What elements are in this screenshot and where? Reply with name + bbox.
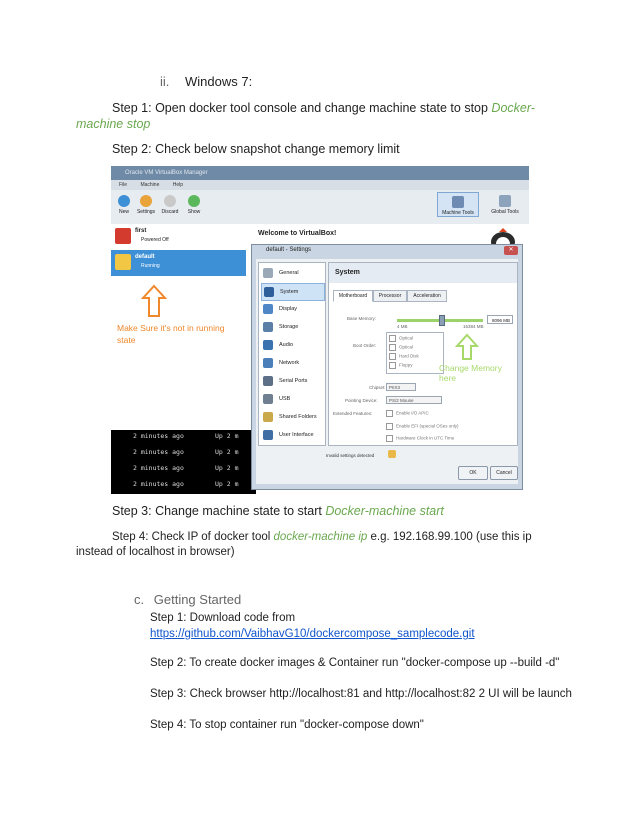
- section-ii-heading: [160, 74, 252, 89]
- boot-item-label: Optical: [399, 335, 414, 341]
- feature-utc-clock[interactable]: [386, 435, 454, 442]
- step1-line: [112, 100, 582, 117]
- system-icon: [264, 287, 274, 297]
- vb-show-button[interactable]: [183, 192, 205, 215]
- gear-icon: [140, 195, 152, 207]
- cancel-button[interactable]: Cancel: [490, 466, 518, 480]
- close-icon[interactable]: ✕: [504, 246, 518, 255]
- dialog-title: default - Settings: [266, 247, 312, 253]
- terminal-time: 2 minutes ago: [133, 432, 184, 440]
- nav-label: Storage: [279, 324, 299, 330]
- step4-cmd: docker-machine ip: [273, 531, 368, 543]
- terminal-status: Up 2 m: [215, 448, 239, 456]
- terminal-status: Up 2 m: [215, 464, 239, 472]
- chipset-label: Chipset:: [369, 385, 386, 390]
- terminal-time: 2 minutes ago: [133, 464, 184, 472]
- vm-item-first[interactable]: [111, 224, 246, 250]
- vm-os-icon: [115, 254, 131, 270]
- discard-icon: [164, 195, 176, 207]
- vm-os-icon: [115, 228, 131, 244]
- tab-motherboard[interactable]: Motherboard: [333, 290, 373, 302]
- base-memory-label: Base Memory:: [347, 316, 377, 321]
- boot-order-list: [386, 332, 444, 374]
- step1-cmd: Docker-: [491, 101, 535, 115]
- global-tools-icon: [499, 195, 511, 207]
- step1-cmd-cont: machine stop: [76, 117, 151, 131]
- nav-label: System: [280, 289, 299, 295]
- vb-menubar: [111, 180, 529, 190]
- chipset-select[interactable]: PIIX3: [386, 383, 416, 391]
- boot-item[interactable]: [389, 362, 413, 369]
- vb-machine-tools-label: Machine Tools: [442, 210, 474, 216]
- boot-item[interactable]: [389, 353, 419, 360]
- section-ii-numeral: ii.: [160, 74, 170, 89]
- tab-acceleration[interactable]: Acceleration: [407, 290, 447, 302]
- vm-state: Powered Off: [141, 237, 169, 243]
- step2-text: Step 2: Check below snapshot change memory limit: [112, 142, 400, 156]
- serial-ports-icon: [263, 376, 273, 386]
- vm-item-default[interactable]: [111, 250, 246, 276]
- vb-global-tools-label: Global Tools: [491, 209, 519, 215]
- vb-new-label: New: [118, 209, 129, 215]
- vb-title: Oracle VM VirtualBox Manager: [125, 170, 208, 176]
- user-interface-icon: [263, 430, 273, 440]
- annotation-line-2: state: [117, 335, 136, 345]
- nav-label: USB: [279, 396, 291, 402]
- memory-value-field[interactable]: 8096 MB: [487, 315, 513, 324]
- vb-toolbar: [111, 190, 529, 225]
- terminal-time: 2 minutes ago: [133, 448, 184, 456]
- vb-global-tools-button[interactable]: [487, 192, 523, 215]
- memory-slider-handle[interactable]: [439, 315, 445, 326]
- vm-name: first: [135, 228, 147, 234]
- vb-discard-label: Discard: [161, 209, 179, 215]
- gs-step4: Step 4: To stop container run "docker-compose down": [150, 719, 424, 731]
- vb-menu-machine[interactable]: Machine: [140, 182, 160, 188]
- machine-tools-icon: [452, 196, 464, 208]
- shared-folders-icon: [263, 412, 273, 422]
- section-ii-title: Windows 7:: [185, 74, 253, 89]
- pointing-device-select[interactable]: PS/2 Mouse: [386, 396, 442, 404]
- terminal-time: 2 minutes ago: [133, 480, 184, 488]
- usb-icon: [263, 394, 273, 404]
- vb-machine-tools-button[interactable]: [437, 192, 479, 217]
- orange-up-arrow-icon: [141, 284, 167, 318]
- panel-title: System: [329, 263, 517, 283]
- step1-text: Step 1: Open docker tool console and change machine state to stop: [112, 101, 492, 115]
- welcome-title: Welcome to VirtualBox!: [258, 230, 337, 237]
- audio-icon: [263, 340, 273, 350]
- gs-step1: Step 1: Download code from: [150, 612, 296, 624]
- vb-settings-button[interactable]: [135, 192, 157, 215]
- nav-label: User Interface: [279, 432, 314, 438]
- memory-max-label: 16384 MB: [463, 324, 484, 329]
- annotation-change-memory: Change Memory here: [439, 363, 502, 383]
- gs-step3: Step 3: Check browser http://localhost:81 and http://localhost:82 2 UI will be launch: [150, 688, 572, 700]
- boot-item-label: Optical: [399, 344, 414, 350]
- network-icon: [263, 358, 273, 368]
- warning-icon[interactable]: [388, 450, 396, 458]
- repo-link[interactable]: https://github.com/VaibhavG10/dockercompose_samplecode.git: [150, 628, 475, 640]
- vb-menu-help[interactable]: Help: [172, 182, 184, 188]
- nav-storage[interactable]: [261, 319, 323, 335]
- feature-label: Hardware Clock in UTC Time: [396, 435, 455, 441]
- dialog-body: [256, 259, 518, 484]
- step3-text: Step 3: Change machine state to start: [112, 504, 326, 518]
- feature-label: Enable I/O APIC: [396, 410, 429, 416]
- settings-dialog: [251, 244, 523, 490]
- nav-label: General: [279, 270, 299, 276]
- feature-io-apic[interactable]: [386, 410, 429, 417]
- vm-name: default: [135, 254, 155, 260]
- extended-features-label: Extended Features:: [333, 411, 373, 416]
- virtualbox-screenshot: [111, 166, 529, 494]
- step4-suffix: e.g. 192.168.99.100 (use this ip: [367, 531, 532, 543]
- step4-line: [112, 531, 532, 543]
- nav-system[interactable]: [261, 283, 325, 301]
- display-icon: [263, 304, 273, 314]
- section-c-title: Getting Started: [153, 592, 242, 607]
- ok-button[interactable]: OK: [458, 466, 488, 480]
- vb-menu-file[interactable]: File: [119, 182, 128, 188]
- nav-general[interactable]: [261, 265, 323, 281]
- tab-processor[interactable]: Processor: [373, 290, 407, 302]
- vb-discard-button[interactable]: [159, 192, 181, 215]
- memory-min-label: 4 MB: [397, 324, 408, 329]
- nav-label: Shared Folders: [279, 414, 317, 420]
- nav-network[interactable]: [261, 355, 323, 371]
- section-c-heading: [134, 592, 241, 607]
- boot-order-label: Boot Order:: [353, 343, 377, 348]
- boot-item[interactable]: [389, 335, 413, 342]
- pointing-device-label: Pointing Device:: [345, 398, 378, 403]
- nav-label: Network: [279, 360, 300, 366]
- green-up-arrow-icon: [455, 333, 479, 361]
- nav-serial-ports[interactable]: [261, 373, 323, 389]
- vb-titlebar: [111, 166, 529, 180]
- nav-shared-folders[interactable]: [261, 409, 323, 425]
- show-icon: [188, 195, 200, 207]
- feature-label: Enable EFI (special OSes only): [396, 423, 459, 429]
- nav-label: Audio: [279, 342, 294, 348]
- step3-cmd: Docker-machine start: [325, 504, 444, 518]
- vb-show-label: Show: [187, 209, 201, 215]
- general-icon: [263, 268, 273, 278]
- terminal-status: Up 2 m: [215, 480, 239, 488]
- system-panel: [328, 262, 518, 446]
- storage-icon: [263, 322, 273, 332]
- step4-text: Step 4: Check IP of docker tool: [112, 531, 274, 543]
- terminal: [111, 430, 256, 494]
- nav-user-interface[interactable]: [261, 427, 323, 443]
- section-c-letter: c.: [134, 592, 145, 607]
- boot-item-label: Floppy: [399, 362, 413, 368]
- boot-item[interactable]: [389, 344, 413, 351]
- boot-item-label: Hard Disk: [399, 353, 419, 359]
- vm-state: Running: [141, 263, 160, 269]
- nav-label: Serial Ports: [279, 378, 308, 384]
- gs-step2: Step 2: To create docker images & Container run "docker-compose up --build -d": [150, 657, 560, 669]
- nav-label: Display: [279, 306, 298, 312]
- vb-new-button[interactable]: [113, 192, 135, 215]
- nav-audio[interactable]: [261, 337, 323, 353]
- step3-line: [112, 504, 444, 518]
- settings-nav: [258, 262, 326, 446]
- step4-line2: instead of localhost in browser): [76, 546, 235, 558]
- nav-usb[interactable]: [261, 391, 323, 407]
- annotation-line-1: Make Sure it's not in running: [117, 323, 225, 333]
- terminal-status: Up 2 m: [215, 432, 239, 440]
- vb-settings-label: Settings: [136, 209, 156, 215]
- nav-display[interactable]: [261, 301, 323, 317]
- new-icon: [118, 195, 130, 207]
- invalid-settings-text: Invalid settings detected: [326, 453, 375, 458]
- feature-efi[interactable]: [386, 423, 459, 430]
